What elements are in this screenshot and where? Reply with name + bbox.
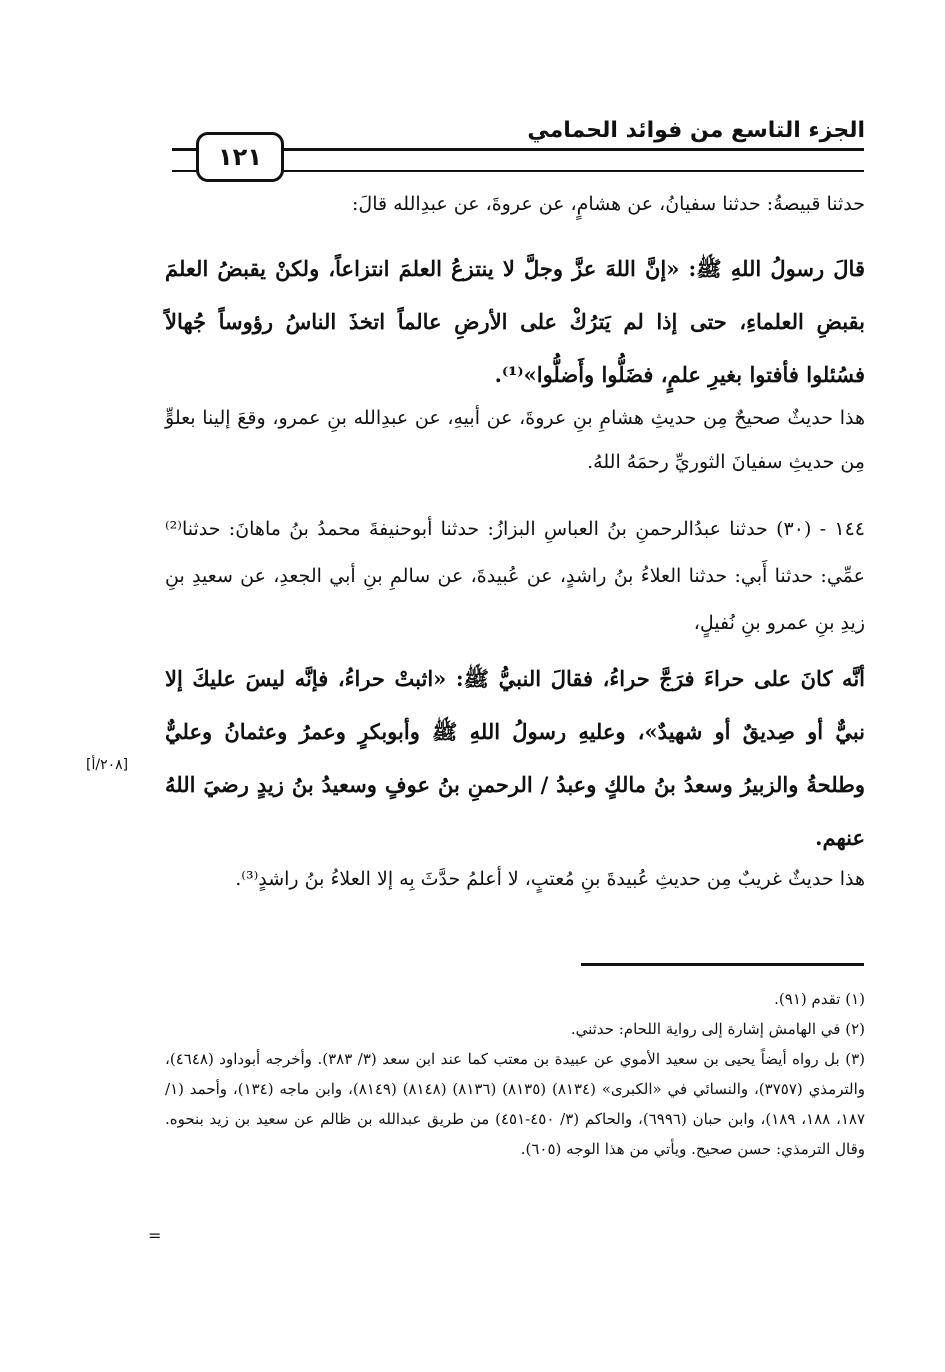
- continuation-mark: =: [148, 1226, 162, 1245]
- paragraph-hadith-1: قالَ رسولُ اللهِ ﷺ: «إنَّ اللهَ عزَّ وجلَّ لا ينتزعُ العلمَ انتزاعاً، ولكنْ يقبضُ العلمَ بقبضِ العلماءِ، حتى إذا لم يَترُكْ على الأرضِ عالماً اتخذَ الناسُ رؤوساً جُهالاً فسُئلوا فأفتوا بغيرِ علمٍ، فضَلُّوا وأَضلُّوا»⁽¹⁾.: [165, 256, 865, 387]
- footnote-2: (٢) في الهامش إشارة إلى رواية اللحام: حدثني.: [570, 1020, 865, 1038]
- footnote-separator: [581, 963, 864, 966]
- footnotes: [165, 984, 865, 1164]
- paragraph-isnad-1: حدثنا قبيصةُ: حدثنا سفيانُ، عن هشامٍ، عن عروةَ، عن عبدِالله قالَ:: [351, 193, 865, 215]
- manuscript-folio-note: [٢٠٨/أ]: [86, 757, 129, 773]
- footnote-1: (١) تقدم (٩١).: [774, 990, 865, 1008]
- paragraph-hadith-2: أنَّه كانَ على حراءَ فرَجَّ حراءُ، فقالَ النبيُّ ﷺ: «اثبتْ حراءُ، فإنَّه ليسَ عليكَ إلا نبيٌّ أو صِديقٌ أو شهيدٌ»، وعليهِ رسولُ اللهِ ﷺ وأبوبكرٍ وعمرُ وعثمانُ وعليٌّ وطلحةُ والزبيرُ وسعدُ بنُ مالكٍ وعبدُ / الرحمنِ بنُ عوفٍ وسعيدُ بنُ زيدٍ رضيَ اللهُ عنهم.: [165, 666, 865, 850]
- paragraph-commentary-2: هذا حديثٌ غريبٌ مِن حديثِ عُبيدةَ بنِ مُعتبٍ، لا أعلمُ حدَّثَ بِه إلا العلاءُ بنُ راشدٍ⁽³⁾.: [235, 868, 865, 890]
- footnote-3: (٣) بل رواه أيضاً يحيى بن سعيد الأموي عن عبيدة بن معتب كما عند ابن سعد (٣/ ٣٨٣). وأخرجه أبوداود (٤٦٤٨)، والترمذي (٣٧٥٧)، والنسائي في «الكبرى» (٨١٣٤) (٨١٣٥) (٨١٣٦) (٨١٤٨) (٨١٤٩)، وابن ماجه (١٣٤)، وأحمد (١/ ١٨٧، ١٨٨، ١٨٩)، وابن حبان (٦٩٩٦)، والحاكم (٣/ ٤٥٠-٤٥١) من طريق عبدالله بن ظالم عن سعيد بن زيد بنحوه. وقال الترمذي: حسن صحيح. ويأتي من هذا الوجه (٦٠٥).: [165, 1050, 866, 1158]
- page-number-box: [196, 132, 284, 182]
- running-header-title: الجزء التاسع من فوائد الحمامي: [527, 118, 865, 143]
- page-number: ١٢١: [218, 143, 262, 171]
- paragraph-isnad-2: ١٤٤ - (٣٠) حدثنا عبدُالرحمنِ بنُ العباسِ البزازُ: حدثنا أبوحنيفةَ محمدُ بنُ ماهانَ: حدثنا⁽²⁾ عمِّي: حدثنا أَبي: حدثنا العلاءُ بنُ راشدٍ، عن عُبيدةَ، عن سالمِ بنِ أبي الجعدِ، عن سعيدِ بنِ زيدِ بنِ عمرو بنِ نُفيلٍ،: [165, 518, 865, 634]
- paragraph-commentary-1: هذا حديثٌ صحيحٌ مِن حديثِ هشامِ بنِ عروةَ، عن أبيهِ، عن عبدِالله بنِ عمرو، وقعَ إلينا بعلوٍّ مِن حديثِ سفيانَ الثوريِّ رحمَهُ اللهُ.: [165, 407, 865, 473]
